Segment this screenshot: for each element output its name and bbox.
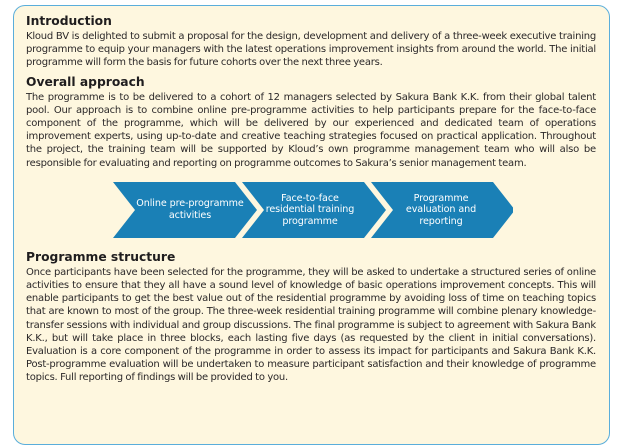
intro-heading: Introduction [26, 14, 112, 28]
flow-step-online: Online pre-programme activities [136, 198, 244, 221]
approach-heading: Overall approach [26, 74, 145, 89]
proposal-content [26, 13, 596, 385]
approach-body: The programme is to be delivered to a cohort of 12 managers selected by Sakura Bank K.K. from their global talent pool. Our approach is to combine online pre-programme activities to help participants prepare for the face-to-face component of the programme, which will be delivered by our experienced and dedicated team of operations improvement experts, using up-to-date and creative teaching strategies focused on practical application. Throughout the project, the training team will be supported by Kloud’s own programme management team who will also be responsible for evaluating and reporting on programme outcomes to Sakura’s senior management team. [26, 91, 596, 169]
structure-heading: Programme structure [26, 249, 176, 264]
intro-body: Kloud BV is delighted to submit a proposal for the design, development and delivery of a three-week executive training programme to equip your managers with the latest operations improvement insights from around the world. The initial programme will form the basis for future cohorts over the next three years. [26, 31, 596, 69]
process-flow [113, 177, 596, 249]
flow-step-evaluation: Programme evaluation and reporting [405, 192, 477, 227]
flow-step-residential: Face-to-face residential training programme [265, 192, 355, 227]
structure-body: Once participants have been selected for the programme, they will be asked to undertake a structured series of online activities to ensure that they all have a sound level of knowledge of basic operations improvement concepts. This will enable participants to get the best value out of the residential programme by avoiding loss of time on teaching topics that are known to most of the group. The three-week residential training programme will combine plenary knowledge-transfer sessions with individual and group discussions. The final programme is subject to agreement with Sakura Bank K.K., but will take place in three blocks, each lasting five days (as requested by the client in initial conversations). Evaluation is a core component of the programme in order to assess its impact for participants and Sakura Bank K.K. Post-programme evaluation will be undertaken to measure participant satisfaction and their knowledge of programme topics. Full reporting of findings will be provided to you. [26, 266, 596, 384]
